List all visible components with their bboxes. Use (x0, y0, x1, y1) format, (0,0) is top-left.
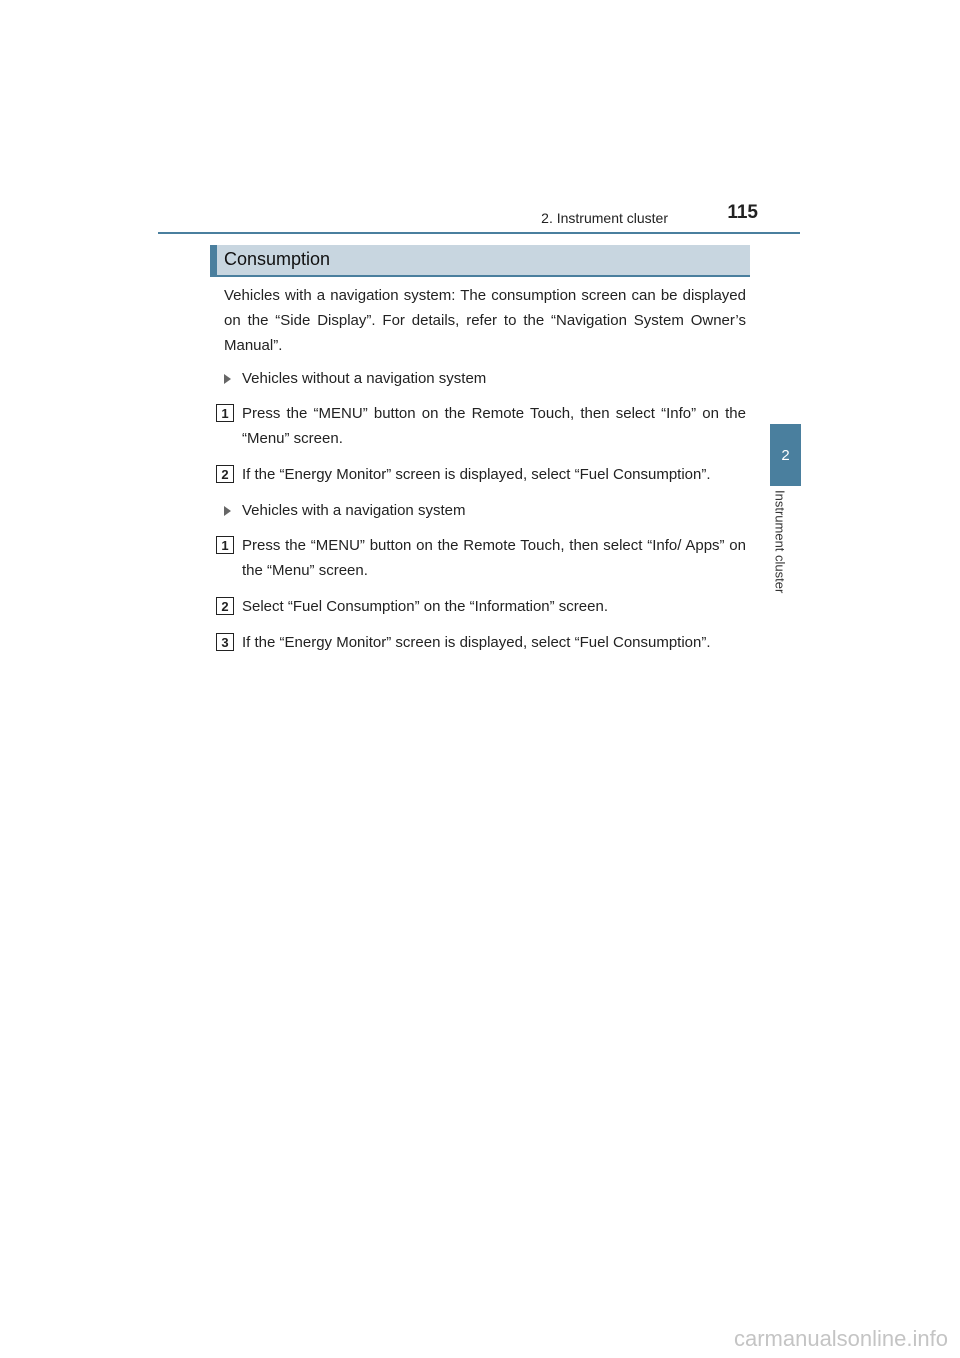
intro-paragraph: Vehicles with a navigation system: The consumption screen can be displayed on the “Side Display”. For details, refer to the “Navigation System Owner’s Manual”. (224, 287, 746, 354)
chapter-tab-label-text: Instrument cluster (772, 490, 788, 594)
watermark-link[interactable]: carmanualsonline.info (733, 1326, 948, 1351)
section-content (221, 283, 746, 666)
header-rule (158, 232, 800, 234)
section-heading (210, 245, 750, 275)
section-title: Consumption (224, 249, 331, 269)
section-heading-underline (210, 275, 750, 277)
step-number-badge: 3 (216, 633, 234, 651)
group-heading (224, 366, 746, 391)
triangle-bullet-icon (224, 506, 231, 516)
step-number-badge: 2 (216, 597, 234, 615)
group-heading-text: Vehicles without a navigation system (242, 370, 487, 387)
page-number: 115 (727, 202, 758, 223)
step-number-badge: 1 (216, 404, 234, 422)
section-heading-bar (210, 245, 217, 275)
step-number-badge: 2 (216, 465, 234, 483)
chapter-tab-number: 2 (781, 446, 790, 464)
chapter-tab-label (758, 490, 802, 610)
chapter-tab (770, 424, 801, 486)
step-text: Press the “MENU” button on the Remote Touch, then select “Info” on the “Menu” screen. (242, 405, 746, 447)
step-item (221, 462, 746, 487)
step-item (221, 401, 746, 451)
step-item (221, 630, 746, 655)
triangle-bullet-icon (224, 374, 231, 384)
step-text: If the “Energy Monitor” screen is displayed, select “Fuel Consumption”. (242, 466, 711, 483)
step-item (221, 594, 746, 619)
step-item (221, 533, 746, 583)
step-text: If the “Energy Monitor” screen is displayed, select “Fuel Consumption”. (242, 634, 711, 651)
step-number-badge: 1 (216, 536, 234, 554)
step-text: Select “Fuel Consumption” on the “Information” screen. (242, 598, 608, 615)
group-heading-text: Vehicles with a navigation system (242, 502, 466, 519)
group-heading (224, 498, 746, 523)
page-header (158, 200, 800, 234)
header-section-title: 2. Instrument cluster (541, 210, 668, 226)
step-text: Press the “MENU” button on the Remote Touch, then select “Info/ Apps” on the “Menu” screen. (242, 537, 746, 579)
